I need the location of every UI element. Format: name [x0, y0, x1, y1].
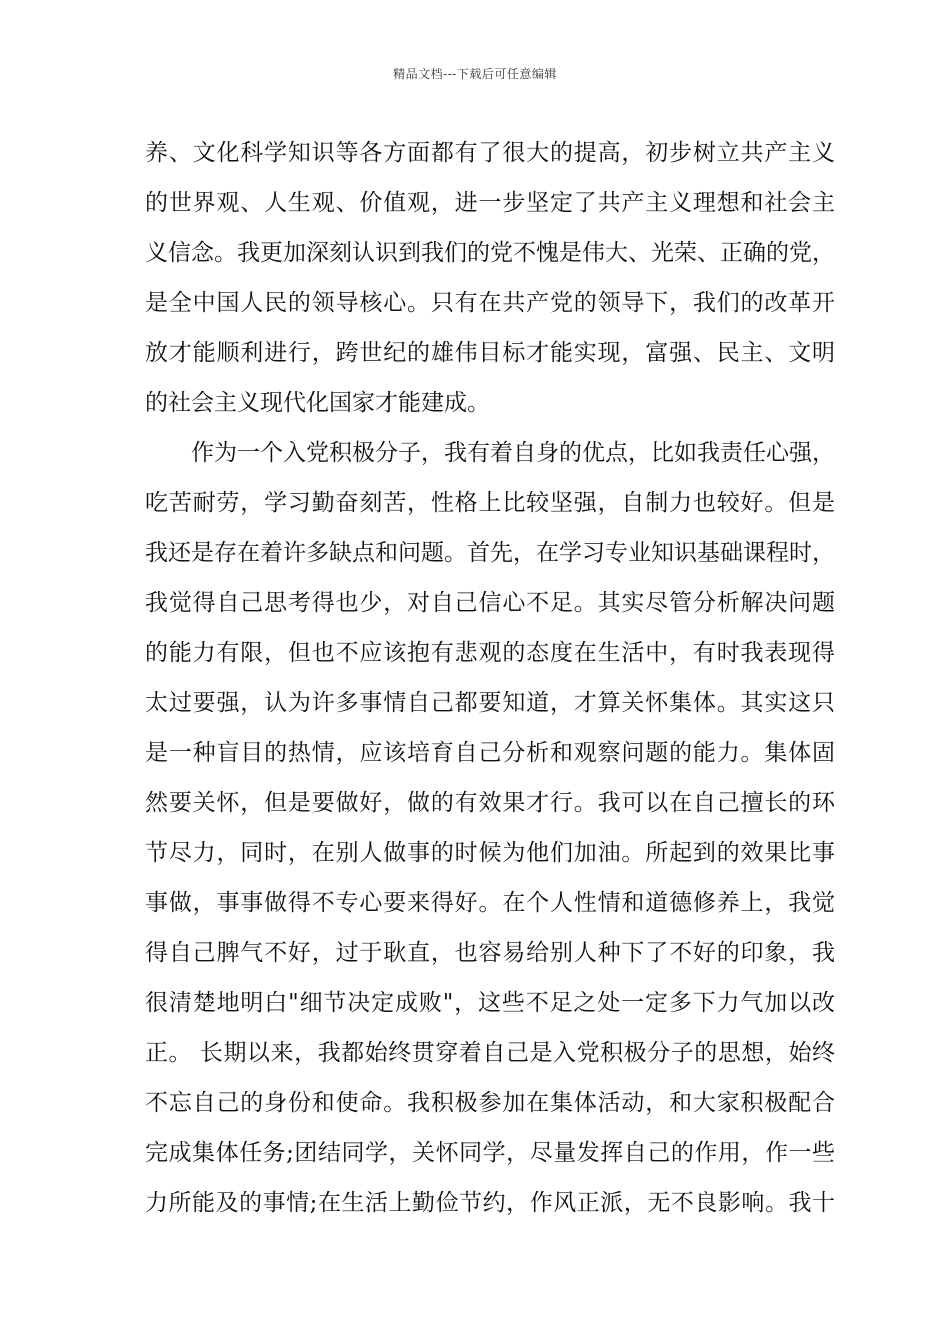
text-line: 完成集体任务;团结同学，关怀同学，尽量发挥自己的作用，作一些	[145, 1140, 835, 1166]
text-line: 的世界观、人生观、价值观，进一步坚定了共产主义理想和社会主	[145, 190, 835, 216]
text-line: 力所能及的事情;在生活上勤俭节约，作风正派，无不良影响。我十	[145, 1190, 835, 1216]
text-line: 不忘自己的身份和使命。我积极参加在集体活动，和大家积极配合	[145, 1090, 835, 1116]
text-line: 正。 长期以来，我都始终贯穿着自己是入党积极分子的思想，始终	[145, 1040, 835, 1066]
text-line: 我还是存在着许多缺点和问题。首先，在学习专业知识基础课程时，	[145, 540, 835, 566]
text-line: 我觉得自己思考得也少，对自己信心不足。其实尽管分析解决问题	[145, 590, 835, 616]
paragraph-first-line: 作为一个入党积极分子，我有着自身的优点，比如我责任心强，	[191, 440, 835, 466]
text-line: 义信念。我更加深刻认识到我们的党不愧是伟大、光荣、正确的党，	[145, 240, 835, 266]
text-line: 养、文化科学知识等各方面都有了很大的提高，初步树立共产主义	[145, 140, 835, 166]
text-line: 得自己脾气不好，过于耿直，也容易给别人种下了不好的印象，我	[145, 940, 835, 966]
text-line: 然要关怀，但是要做好，做的有效果才行。我可以在自己擅长的环	[145, 790, 835, 816]
text-line: 很清楚地明白"细节决定成败"，这些不足之处一定多下力气加以改	[145, 990, 835, 1016]
text-line: 事做，事事做得不专心要来得好。在个人性情和道德修养上，我觉	[145, 890, 835, 916]
text-line: 太过要强，认为许多事情自己都要知道，才算关怀集体。其实这只	[145, 690, 835, 716]
text-line: 吃苦耐劳，学习勤奋刻苦，性格上比较坚强，自制力也较好。但是	[145, 490, 835, 516]
text-line: 的能力有限，但也不应该抱有悲观的态度在生活中，有时我表现得	[145, 640, 835, 666]
text-line: 放才能顺利进行，跨世纪的雄伟目标才能实现，富强、民主、文明	[145, 340, 835, 366]
document-body	[145, 128, 835, 1228]
text-line: 节尽力，同时，在别人做事的时候为他们加油。所起到的效果比事	[145, 840, 835, 866]
text-line: 的社会主义现代化国家才能建成。	[145, 390, 490, 416]
page-header: 精品文档---下载后可任意编辑	[393, 67, 557, 81]
text-line: 是全中国人民的领导核心。只有在共产党的领导下，我们的改革开	[145, 290, 835, 316]
text-line: 是一种盲目的热情，应该培育自己分析和观察问题的能力。集体固	[145, 740, 835, 766]
